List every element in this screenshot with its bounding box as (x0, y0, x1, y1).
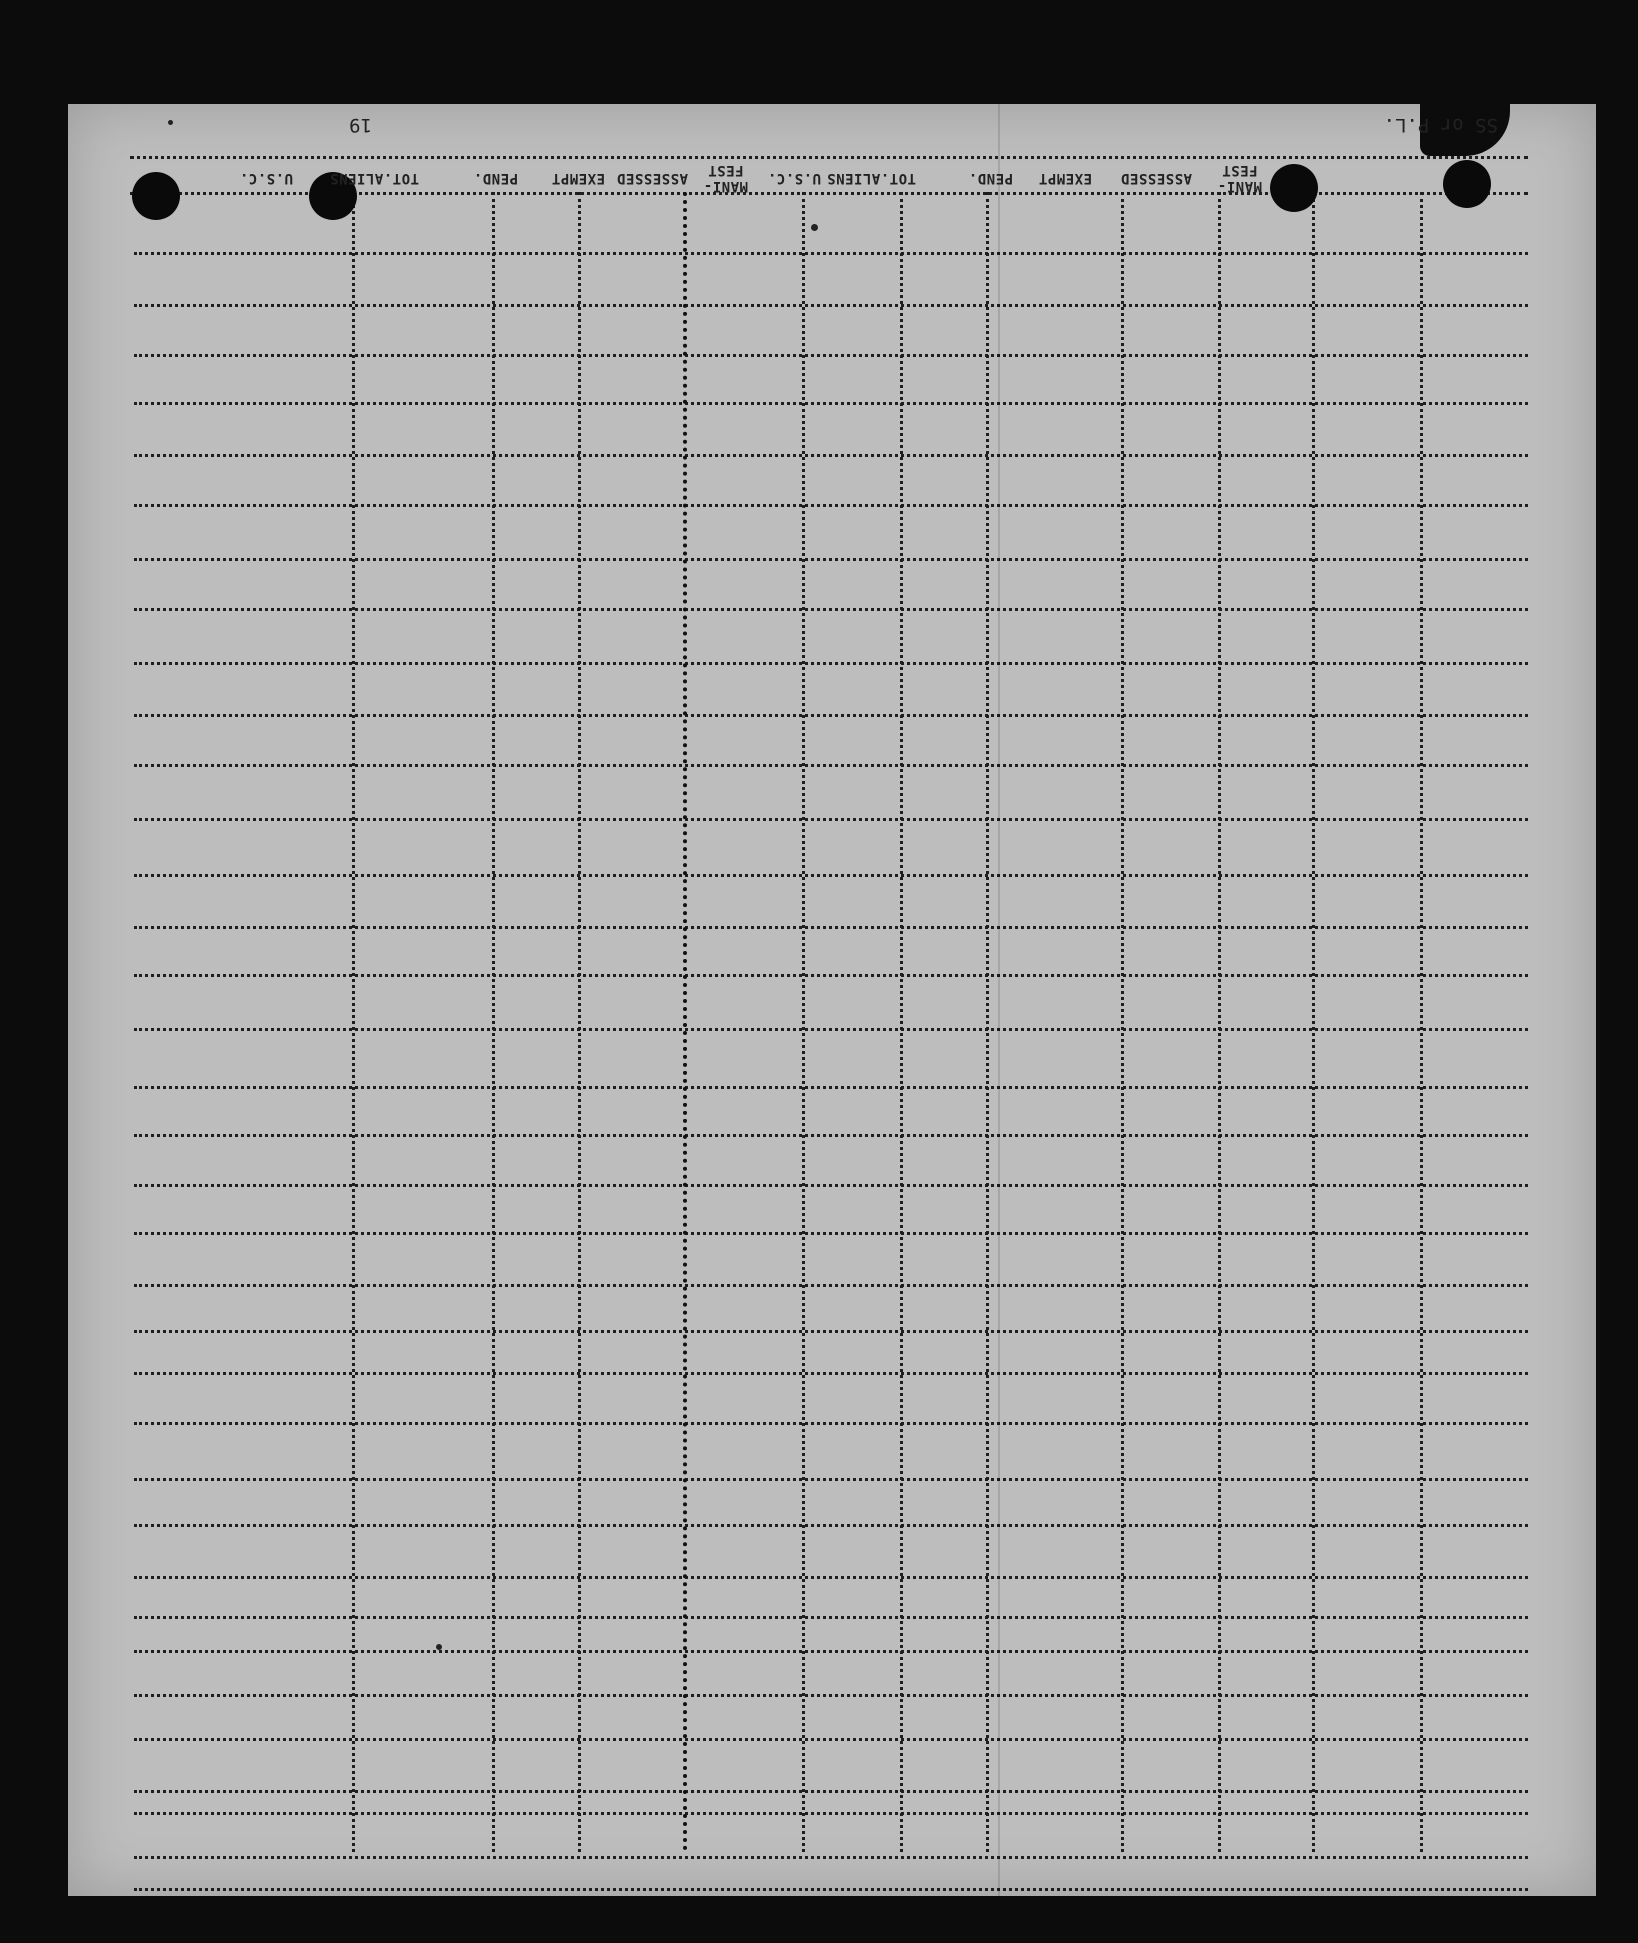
column-header-usc-2: U.S.C. (239, 170, 293, 186)
column-header-usc-1: U.S.C. (767, 170, 821, 186)
column-header-pend-1: PEND. (968, 170, 1013, 186)
column-header-tot-aliens-2: TOT.ALIENS (329, 170, 419, 186)
column-header-pend-2: PEND. (473, 170, 518, 186)
column-header-assessed-2: ASSESSED (616, 170, 688, 186)
vessel-label: SS or P.L. (1383, 114, 1498, 136)
year-label: 19 (349, 114, 372, 136)
column-header-manifest-2: MANI- FEST (703, 162, 748, 194)
column-header-exempt-2: EXEMPT (551, 170, 605, 186)
column-header-manifest-1: MANI- FEST (1217, 162, 1262, 194)
column-header-exempt-1: EXEMPT (1038, 170, 1092, 186)
column-header-tot-aliens-1: TOT.ALIENS (826, 170, 916, 186)
column-header-assessed-1: ASSESSED (1120, 170, 1192, 186)
